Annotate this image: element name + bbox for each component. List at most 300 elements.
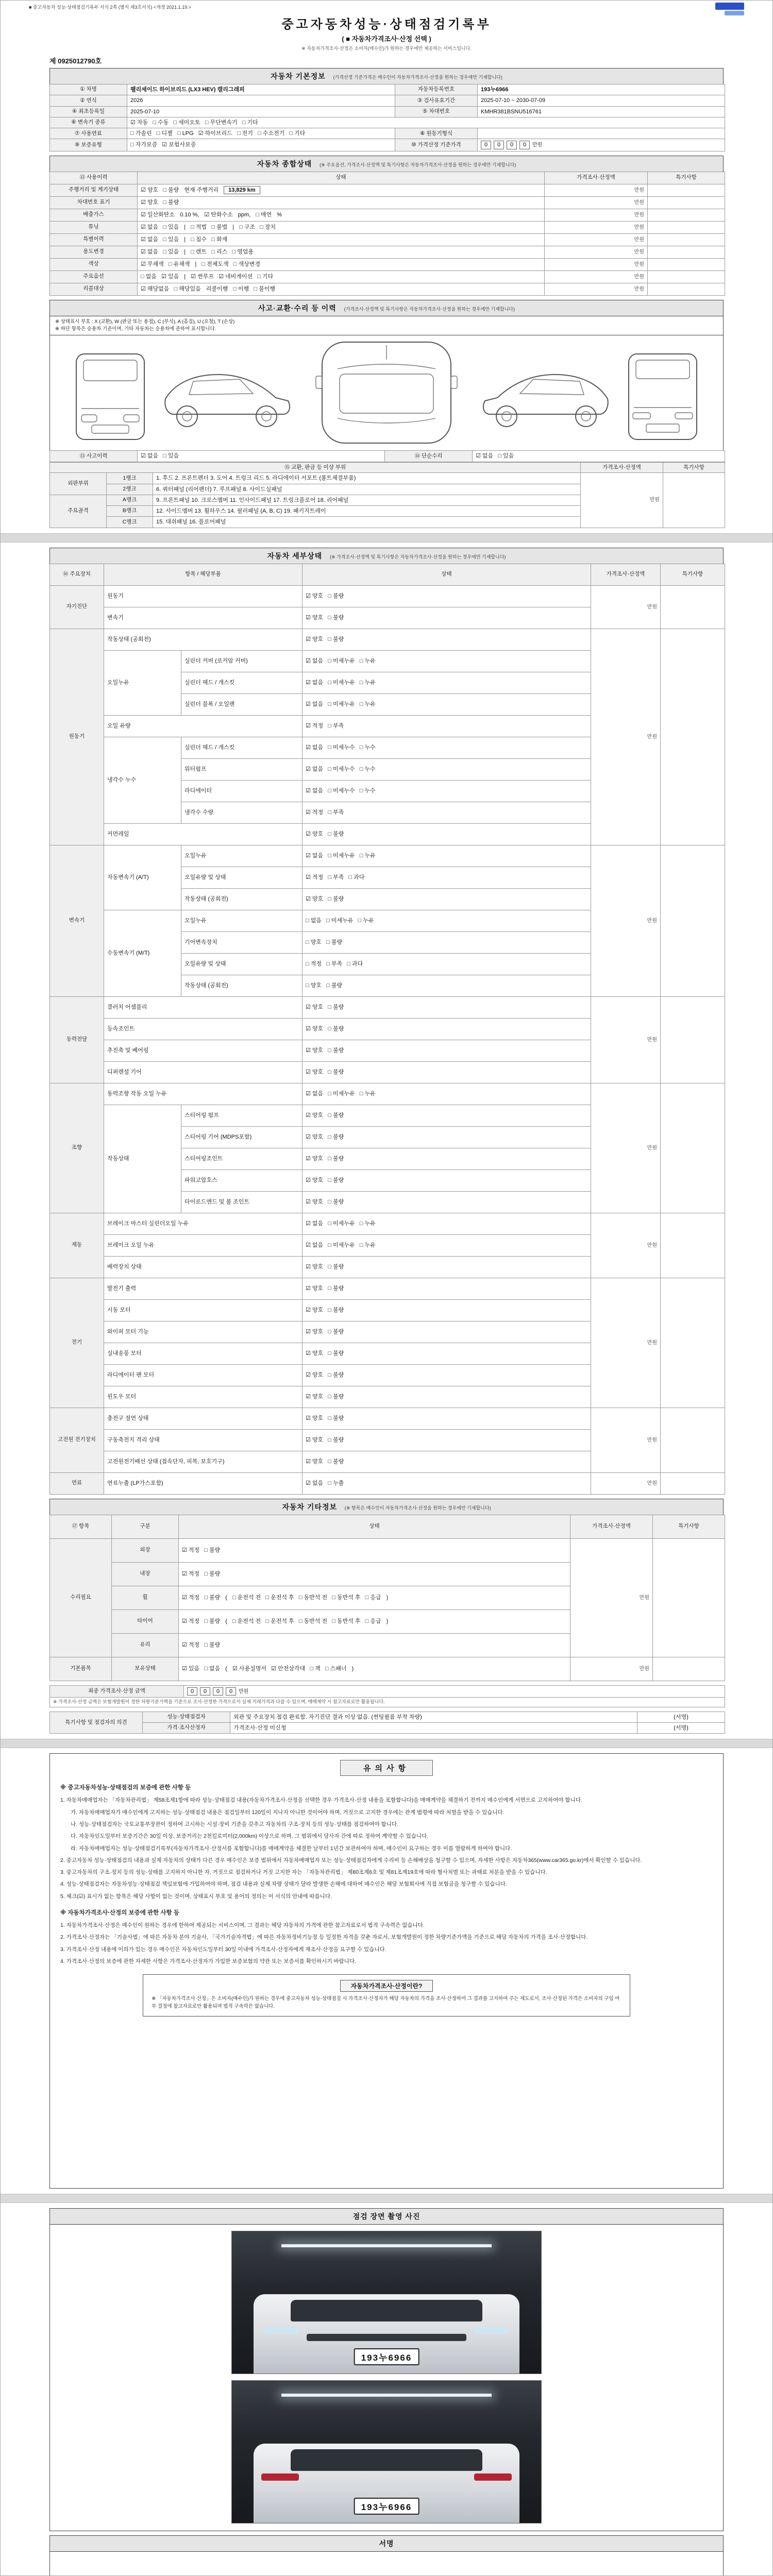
checkbox-group[interactable]: ☑ 양호 □ 불량 [303, 1191, 591, 1213]
checkbox-group[interactable]: ☑ 적정 □ 부족 [303, 802, 591, 823]
checkbox-group[interactable]: ☑ 없음 □ 미세누유 □ 누유 [303, 672, 591, 693]
field-value: 만원 [591, 996, 661, 1083]
field-value [648, 283, 725, 295]
field-label: 외장 [112, 1538, 179, 1562]
checkbox-group[interactable]: ☑ 썬루프 ☑ 네비게이션 □ 기타 [191, 274, 274, 280]
field-label: ⑩ 가격산정 기준가격 [395, 139, 478, 151]
checkbox-group[interactable]: ☑ 적정 □ 불량 [179, 1633, 570, 1657]
field-label: 튜닝 [50, 221, 138, 233]
car-headlight-right [474, 2327, 509, 2334]
checkbox-group[interactable]: ☑ 적정 □ 불량 [182, 1595, 221, 1601]
checkbox-group[interactable]: □ 운전석 전 □ 운전석 후 □ 동반석 전 □ 동반석 후 □ 응급 [232, 1595, 381, 1601]
field-label: 상태 [138, 172, 545, 184]
checkbox-group[interactable]: ☑ 양호 □ 불량 [303, 1105, 591, 1126]
checkbox-group[interactable]: ☑ 없음 □ 있음 [138, 451, 385, 462]
checkbox-group[interactable]: □ 적정 □ 부족 □ 과다 [303, 953, 591, 975]
field-value: 만원 [591, 1408, 661, 1472]
checkbox-group[interactable]: ☑ 적정 □ 부족 □ 과다 [303, 867, 591, 888]
checkbox-group[interactable]: ☑ 적정 □ 불량 [182, 1618, 221, 1625]
field-label: 차대번호 표기 [50, 196, 138, 209]
field-value: 커먼레일 [104, 823, 303, 845]
checkbox-group[interactable]: ☑ 양호 □ 불량 [303, 1299, 591, 1321]
checkbox-group[interactable]: ☑ 없음 □ 미세누유 □ 누유 [303, 845, 591, 867]
checkbox-group[interactable]: ☑ 무채색 □ 유채색 [141, 261, 190, 268]
field-value [648, 196, 725, 209]
checkbox-group[interactable] [179, 1586, 570, 1609]
field-value: ※ 가격조사·산정 금액은 보험개발원이 정한 차량기준가액을 기준으로 조사·산정한 가격으로서 실제 거래가격과 다를 수 있으며, 매매계약 시 참고자료로만 활용됩니다. [50, 1698, 725, 1707]
inspection-photos-section [49, 2208, 724, 2531]
top-meta-line [29, 3, 744, 13]
field-value: 윈도우 모터 [104, 1386, 303, 1408]
field-label: 항목 / 해당부품 [104, 564, 303, 585]
field-value: 만원 [545, 258, 648, 270]
section-title-text: 점검 장면 촬영 사진 [352, 2212, 421, 2221]
field-value: 냉각수 수량 [181, 802, 303, 823]
value-text: 0 [226, 1687, 236, 1696]
field-value: 스티어링조인트 [181, 1148, 303, 1170]
value-text: 0.10 %, [180, 212, 199, 218]
car-damage-diagram [49, 335, 724, 450]
field-value: 실린더 헤드 / 개스킷 [181, 672, 303, 693]
field-value [648, 184, 725, 196]
field-label: 주요골격 [50, 495, 107, 528]
field-label: B랭크 [107, 506, 153, 517]
checkbox-group[interactable]: ☑ 양호 □ 불량 [303, 1148, 591, 1170]
field-value: 고전원전기배선 상태 (접속단자, 피복, 보호기구) [104, 1451, 303, 1472]
document-number: 제 0925012790호 [49, 57, 102, 65]
field-label: 가격조사·산정액 [570, 1515, 653, 1538]
field-value [653, 1538, 725, 1657]
notice-line: 나. 성능·상태점검자는 국토교통부장관이 정하여 고시하는 시설·장비 기준을 갖추고 자동차의 구조·장치 등의 성능·상태를 점검하여야 합니다. [71, 1821, 398, 1827]
field-value: 만원 [545, 221, 648, 233]
checkbox-group[interactable]: ☑ 없음 □ 있음 [141, 249, 179, 256]
field-value: 만원 [545, 283, 648, 295]
field-label: ⑥ 변속기 종류 [50, 117, 127, 128]
field-value: 오일누유 [104, 650, 181, 715]
value-text: ) [386, 1595, 389, 1601]
checkbox-group[interactable]: ☑ 없음 □ 미세누유 □ 누유 [303, 1083, 591, 1105]
field-value: 라디에이터 팬 모터 [104, 1364, 303, 1386]
value-text: 리콜이행 [206, 286, 228, 293]
field-value: 워터펌프 [181, 758, 303, 780]
header-badges [715, 3, 744, 15]
checkbox-group[interactable]: □ 렌트 □ 리스 □ 영업용 [191, 249, 254, 256]
field-label: ⑮ 교환, 판금 등 이상 부위 [50, 462, 581, 473]
value-text: | [184, 236, 186, 243]
field-label: C랭크 [107, 517, 153, 528]
field-value: 만원 [570, 1538, 653, 1657]
checkbox-group[interactable]: ☑ 없음 □ 미세누유 □ 누유 [303, 1213, 591, 1234]
overall-condition-title [49, 156, 724, 172]
value-text: ( [225, 1618, 227, 1625]
final-price-section [49, 1685, 724, 1707]
field-label: 1랭크 [107, 473, 153, 484]
checkbox-group[interactable]: ☑ 일산화탄소 [141, 212, 175, 218]
field-value: 만원 [591, 629, 661, 845]
checkbox-group[interactable]: ☑ 양호 □ 불량 [303, 823, 591, 845]
checkbox-group[interactable] [138, 246, 545, 258]
field-label: ⑫ 사용이력 [50, 172, 138, 184]
field-value [648, 270, 725, 283]
checkbox-group[interactable] [138, 184, 545, 196]
value-text: | [184, 249, 186, 256]
value-text: | [184, 274, 186, 280]
field-value: 2026 [127, 95, 395, 106]
checkbox-group[interactable]: ☑ 양호 □ 불량 [141, 187, 179, 194]
checkbox-group[interactable]: ☑ 양호 □ 불량 [303, 1408, 591, 1429]
checkbox-group[interactable]: ☑ 없음 □ 있음 [473, 451, 725, 462]
field-value: 작동상태 (공회전) [181, 975, 303, 996]
field-value: 변속기 [104, 607, 303, 629]
field-value: 연료누출 (LP가스포함) [104, 1472, 303, 1494]
checkbox-group[interactable]: □ 적법 □ 불법 [191, 224, 228, 231]
field-label: 자기진단 [50, 585, 104, 629]
field-label: ⑦ 사용연료 [50, 128, 127, 139]
checkbox-group[interactable]: □ 매연 [256, 212, 272, 218]
field-label: 주행거리 및 계기상태 [50, 184, 138, 196]
photos-title [50, 2209, 723, 2225]
car-windshield [291, 2300, 482, 2321]
field-label: 색상 [50, 258, 138, 270]
section-divider [1, 2194, 772, 2203]
field-value: 구동축전지 격리 상태 [104, 1429, 303, 1451]
value-text: 0 [200, 1687, 210, 1696]
checkbox-group[interactable]: ☑ 적정 □ 불량 [179, 1538, 570, 1562]
price-appraisal-info-box [143, 1974, 630, 2016]
page-title: 중고자동차성능·상태점검기록부 [281, 18, 492, 31]
car-rear-window [291, 2449, 482, 2471]
checkbox-group[interactable]: ☑ 양호 □ 불량 [303, 1343, 591, 1364]
checkbox-group[interactable]: □ 자가보증 ☑ 보험사보증 [127, 139, 395, 151]
checkbox-group[interactable]: ☑ 없음 □ 미세누유 □ 누유 [303, 650, 591, 672]
field-label: ⑬ 사고이력 [50, 451, 138, 462]
field-value: 브레이크 오일 누유 [104, 1234, 303, 1256]
field-label: 특기사항 및 점검자의 의견 [50, 1711, 143, 1734]
value-text: 0 [507, 141, 517, 149]
checkbox-group[interactable] [138, 209, 545, 221]
field-label: A랭크 [107, 495, 153, 505]
field-value [663, 473, 725, 528]
field-value: 만원 [591, 1278, 661, 1408]
checkbox-group[interactable]: ☑ 적정 □ 불량 [179, 1562, 570, 1586]
section-title-text: 자동차 종합상태 [257, 159, 312, 168]
accident-history-title [49, 300, 724, 316]
checkbox-group[interactable]: ☑ 양호 □ 불량 [138, 196, 545, 209]
field-value [648, 233, 725, 246]
notice-line: 3. 중고자동차의 구조·장치 등의 성능·상태를 고지하지 아니한 자, 거짓으로 점검하거나 거짓 고지한 자는 「자동차관리법」 제80조제6호 및 제81조제19호에 따라 형사처벌 또는 과태료 처분을 받을 수 있습니다. [60, 1869, 547, 1876]
field-label: 타이어 [112, 1609, 179, 1633]
field-label: 연료 [50, 1472, 104, 1494]
checkbox-group[interactable]: ☑ 사용설명서 ☑ 안전삼각대 □ 잭 □ 스패너 [232, 1666, 347, 1672]
field-label: 구분 [112, 1515, 179, 1538]
field-value [661, 1472, 725, 1494]
detail-condition-table [49, 564, 725, 1495]
field-label: 자동차등록번호 [395, 84, 478, 95]
value-text: ppm, [238, 212, 251, 218]
checkbox-group[interactable] [138, 258, 545, 270]
notice-line: 4. 가격조사·산정의 보증에 관한 자세한 사항은 가격조사·산정자가 가입한 보증보험의 약관 또는 보증서를 확인하시기 바랍니다. [60, 1958, 356, 1964]
section-caption: (※ 항목은 매수인이 자동차가격조사·산정을 원하는 경우에만 기재합니다) [344, 1505, 491, 1511]
checkbox-group[interactable]: ☑ 양호 □ 불량 [303, 1040, 591, 1061]
inspector-opinion-section [49, 1711, 724, 1734]
value-text: | [184, 224, 186, 231]
checkbox-group[interactable]: □ 이행 □ 불이행 [233, 286, 276, 293]
checkbox-group[interactable]: ☑ 양호 □ 불량 [303, 1386, 591, 1408]
field-label: 기본품목 [50, 1657, 112, 1681]
checkbox-group[interactable]: ☑ 양호 □ 불량 [303, 1278, 591, 1299]
accident-history-table [49, 450, 725, 462]
car-taillight-left [261, 2473, 298, 2481]
checkbox-group[interactable]: ☑ 양호 □ 불량 [303, 1364, 591, 1386]
field-value [661, 845, 725, 996]
notice-line: 4. 성능·상태점검자는 자동차성능·상태점검 책임보험에 가입하여야 하며, 점검 내용과 실제 차량 상태가 달라 발생한 손해에 대하여 매수인은 해당 보험회사에 직접 보험금을 청구할 수 있습니다. [60, 1881, 507, 1888]
field-value: 스티어링 기어 (MDPS포함) [181, 1126, 303, 1148]
checkbox-group[interactable]: ☑ 양호 □ 불량 [303, 996, 591, 1018]
field-value: 기어변속장치 [181, 931, 303, 953]
field-value: 오일누유 [181, 845, 303, 867]
notice-line: 가. 자동차매매업자가 매수인에게 고지하는 성능·상태점검 내용은 점검일부터 120일이 지나지 아니한 것이어야 하며, 거짓으로 고지한 경우에는 관계 법령에 따라 처벌을 받을 수 있습니다. [71, 1809, 505, 1816]
field-value: 라디에이터 [181, 780, 303, 802]
checkbox-group[interactable]: ☑ 없음 □ 미세누수 □ 누수 [303, 758, 591, 780]
field-value [478, 128, 725, 139]
field-label: 가격조사·산정액 [591, 564, 661, 585]
field-value [648, 221, 725, 233]
section-caption: (※ 가격조사·산정액 및 특기사항은 자동차가격조사·산정을 원하는 경우에만 기재합니다) [330, 554, 506, 560]
checkbox-group[interactable]: ☑ 없음 □ 누출 [303, 1472, 591, 1494]
field-value: 배력장치 상태 [104, 1256, 303, 1278]
field-label: ⑰ 항목 [50, 1515, 112, 1538]
legend-line-2: ※ 하단 항목은 승용차 기준이며, 기타 자동차는 승용차에 준하여 표시합니다. [55, 326, 216, 332]
inspection-photo-front [231, 2231, 542, 2374]
field-label: 주요옵션 [50, 270, 138, 283]
field-value: 실린더 커버 (로커암 커버) [181, 650, 303, 672]
checkbox-group[interactable]: □ 없음 □ 미세누유 □ 누유 [303, 910, 591, 931]
checkbox-group[interactable]: ☑ 없음 □ 미세누수 □ 누수 [303, 780, 591, 802]
notice-line: 5. 체크(☑) 표시가 없는 항목은 해당 사항이 없는 것이며, 상태표시 부호 및 용어의 정의는 이 서식의 안내에 따릅니다. [60, 1893, 332, 1900]
checkbox-group[interactable]: ☑ 없음 □ 미세누수 □ 누수 [303, 737, 591, 758]
field-value: 오일유량 및 상태 [181, 953, 303, 975]
checkbox-group[interactable]: ☑ 양호 □ 불량 [303, 1061, 591, 1083]
overall-condition-section [49, 156, 724, 296]
checkbox-group[interactable]: ☑ 양호 □ 불량 [303, 888, 591, 910]
info-box-title: 자동차가격조사·산정이란? [340, 1980, 433, 1992]
field-value: 만원 [545, 270, 648, 283]
checkbox-group[interactable]: ☑ 양호 □ 불량 [303, 1256, 591, 1278]
field-label: ⑤ 차대번호 [395, 106, 478, 117]
field-value [478, 139, 725, 151]
field-label: 성능·상태점검자 [143, 1711, 230, 1722]
field-label: 내장 [112, 1562, 179, 1586]
checkbox-group[interactable]: ☑ 양호 □ 불량 [303, 629, 591, 650]
checkbox-group[interactable] [179, 1657, 570, 1681]
field-value: 1. 후드 2. 프론트펜더 3. 도어 4. 트렁크 리드 5. 라디에이터 서포트 (볼트체결부품) [153, 473, 581, 484]
field-label: 조향 [50, 1083, 104, 1213]
overall-condition-table [49, 172, 725, 296]
notice-line: ※ 자동차가격조사·산정의 보증에 관한 사항 등 [60, 1910, 179, 1917]
notice-lines [60, 1783, 713, 1966]
accident-history-section [49, 300, 724, 528]
page-subtitle: ( ■ 자동차가격조사·산정 선택 ) [342, 35, 431, 43]
field-value [661, 585, 725, 629]
checkbox-group[interactable] [138, 270, 545, 283]
title-block [49, 14, 724, 52]
exchange-repair-parts-table [49, 462, 725, 528]
field-value: 만원 [570, 1657, 653, 1681]
car-front-body [254, 2294, 519, 2374]
checkbox-group[interactable]: □ 양호 □ 불량 [303, 975, 591, 996]
field-label: ② 연식 [50, 95, 127, 106]
damage-code-legend [49, 316, 724, 335]
field-label: 특별이력 [50, 233, 138, 246]
field-value: 9. 프론트패널 10. 크로스멤버 11. 인사이드패널 17. 트렁크플로어 18. 리어패널 [153, 495, 581, 505]
notice-line: 2. 중고자동차 성능·상태점검의 내용과 실제 자동차의 상태가 다른 경우 매수인은 보증 범위에서 자동차매매업자 또는 성능·상태점검자에게 수리비 등 손해배상을 청구할 수 있으며, 자세한 사항은 자동차365(www.car365.go.kr)에서 확인할 수 있습니다. [60, 1857, 642, 1863]
field-value: 만원 [591, 585, 661, 629]
field-label: 제동 [50, 1213, 104, 1278]
value-text: | [232, 224, 234, 231]
value-text: 현재 주행거리 [184, 187, 219, 194]
field-label: 상태 [303, 564, 591, 585]
field-value [661, 1213, 725, 1278]
checkbox-group[interactable]: ☑ 없음 □ 있음 [141, 224, 179, 231]
field-value: 2025-07-10 [127, 106, 395, 117]
checkbox-group[interactable]: □ 전체도색 □ 색상변경 [201, 261, 260, 268]
field-value [648, 258, 725, 270]
field-value: 만원 [591, 1083, 661, 1213]
checkbox-group[interactable]: □ 침수 □ 화재 [191, 236, 228, 243]
value-text: ( [225, 1595, 227, 1601]
field-value: 등속조인트 [104, 1018, 303, 1040]
checkbox-group[interactable]: □ 없음 ☑ 있음 [141, 274, 179, 280]
checkbox-group[interactable]: ☑ 탄화수소 [204, 212, 233, 218]
checkbox-group[interactable]: □ 구조 □ 장치 [239, 224, 276, 231]
checkbox-group[interactable]: ☑ 해당없음 □ 해당있음 [141, 286, 201, 293]
field-label: 동력전달 [50, 996, 104, 1083]
field-value: 만원 [581, 473, 663, 528]
value-text: ) [386, 1618, 389, 1625]
detail-condition-title [49, 548, 724, 564]
field-label: ⑯ 주요장치 [50, 564, 104, 585]
value-text: 만원 [239, 1688, 249, 1694]
checkbox-group[interactable]: ☑ 양호 □ 불량 [303, 1170, 591, 1191]
checkbox-group[interactable]: ☑ 양호 □ 불량 [303, 1321, 591, 1343]
field-label: 특기사항 [663, 462, 725, 473]
checkbox-group[interactable] [179, 1609, 570, 1633]
field-label: ⑧ 원동기형식 [395, 128, 478, 139]
field-value: 15. 대쉬패널 16. 플로어패널 [153, 517, 581, 528]
field-value: 작동상태 [104, 1105, 181, 1213]
car-outline-views [67, 338, 706, 447]
car-rear-body [254, 2444, 519, 2523]
checkbox-group[interactable]: □ 양호 □ 불량 [303, 931, 591, 953]
field-label: 보유상태 [112, 1657, 179, 1681]
notice-title: 유의사항 [340, 1760, 433, 1776]
section-caption: (가격조사·산정액 및 특기사항은 자동차가격조사·산정을 원하는 경우에만 기재합니다) [344, 306, 515, 312]
basic-info-title [49, 68, 724, 84]
garage-light [281, 2244, 492, 2247]
page-subnote: ※ 자동차가격조사·산정은 소비자(매수인)가 원하는 경우에만 제공하는 서비스입니다. [301, 46, 472, 51]
detail-condition-section [49, 548, 724, 1495]
checkbox-group[interactable]: ☑ 없음 □ 있음 [141, 236, 179, 243]
value-text: % [277, 212, 282, 218]
car-grille [307, 2334, 466, 2341]
field-value: 발전기 출력 [104, 1278, 303, 1299]
checkbox-group[interactable]: ☑ 양호 □ 불량 [303, 1018, 591, 1040]
field-value: 만원 [545, 196, 648, 209]
garage-light [281, 2394, 492, 2397]
checkbox-group[interactable] [138, 233, 545, 246]
checkbox-group[interactable]: ☑ 자동 □ 수동 □ 세미오토 □ 무단변속기 □ 기타 [127, 117, 725, 128]
value-text: 0 [481, 141, 491, 149]
value-text: | [195, 261, 197, 268]
field-value: 만원 [545, 246, 648, 258]
checkbox-group[interactable]: ☑ 양호 □ 불량 [303, 1451, 591, 1472]
inspection-photo-rear [231, 2380, 542, 2523]
notice-line: 3. 가격조사·산정 내용에 이의가 있는 경우 매수인은 자동차인도일부터 30일 이내에 가격조사·산정자에게 재조사·산정을 요구할 수 있습니다. [60, 1946, 386, 1953]
checkbox-group[interactable]: □ 운전석 전 □ 운전석 후 □ 동반석 전 □ 동반석 후 □ 응급 [232, 1618, 381, 1625]
field-value: 만원 [545, 184, 648, 196]
field-label: 가격·조사산정자 [143, 1722, 230, 1733]
field-label: 외판부위 [50, 473, 107, 495]
checkbox-group[interactable]: ☑ 적정 □ 부족 [303, 715, 591, 737]
field-label: ④ 최초등록일 [50, 106, 127, 117]
field-label: 원동기 [50, 629, 104, 845]
signature-title [50, 2536, 723, 2552]
etc-info-table [49, 1515, 725, 1681]
checkbox-group[interactable] [138, 283, 545, 295]
field-value [648, 209, 725, 221]
basic-info-table [49, 84, 725, 151]
field-value [661, 1408, 725, 1472]
field-value: 만원 [545, 233, 648, 246]
checkbox-group[interactable] [138, 221, 545, 233]
checkbox-group[interactable]: ☑ 양호 □ 불량 [303, 1126, 591, 1148]
value-text: 13,829 km [224, 186, 260, 194]
field-value: (서명) [637, 1722, 725, 1733]
value-text: 0 [519, 141, 530, 149]
license-plate-rear: 193누6966 [354, 2498, 419, 2515]
field-value: 만원 [591, 845, 661, 996]
field-label: 유리 [112, 1633, 179, 1657]
checkbox-group[interactable]: ☑ 양호 □ 불량 [303, 585, 591, 607]
section-title-text: 자동차 기본정보 [271, 72, 326, 80]
field-label: 최종 가격조사·산정 금액 [50, 1685, 184, 1697]
checkbox-group[interactable]: ☑ 있음 □ 없음 [182, 1666, 221, 1672]
checkbox-group[interactable]: ☑ 없음 □ 미세누유 □ 누유 [303, 693, 591, 715]
field-value: KMHR381BSNU516761 [478, 106, 725, 117]
notice-line: 다. 자동차인도일부터 보증기간은 30일 이상, 보증거리는 2천킬로미터(2,000km) 이상으로 하며, 그 범위에서 당사자 간에 따로 정하여 계약할 수 있습니다. [71, 1833, 429, 1840]
checkbox-group[interactable]: ☑ 양호 □ 불량 [303, 1429, 591, 1451]
checkbox-group[interactable]: ☑ 없음 □ 미세누유 □ 누유 [303, 1234, 591, 1256]
section-title-text: 자동차 세부상태 [267, 551, 323, 560]
notice-line: 2. 가격조사·산정자는 「기술사법」에 따른 자동차 분야 기술사, 「국가기술자격법」에 따른 자동차정비기능장 등 일정한 자격을 갖춘 자로서, 보험개발원이 정한 차량기준가액을 기준으로 해당 자동차의 가격을 조사·산정합니다. [60, 1934, 588, 1941]
field-value: 작동상태 (공회전) [181, 888, 303, 910]
notice-line: 1. 자동차가격조사·산정은 매수인이 원하는 경우에 한하여 제공되는 서비스이며, 그 결과는 해당 자동차의 가격에 관한 참고자료로서 법적 구속력은 없습니다. [60, 1922, 425, 1929]
field-value: 작동상태 (공회전) [104, 629, 303, 650]
field-label: 리콜대상 [50, 283, 138, 295]
license-plate-front: 193누6966 [354, 2348, 419, 2365]
field-label: 수리필요 [50, 1538, 112, 1657]
value-text: 0 [213, 1687, 223, 1696]
field-value: 파워고압호스 [181, 1170, 303, 1191]
field-value: 오일누유 [181, 910, 303, 931]
field-value: 오일 유량 [104, 715, 303, 737]
checkbox-group[interactable]: □ 가솔린 □ 디젤 □ LPG ☑ 하이브리드 □ 전기 □ 수소전기 □ 기타 [127, 128, 395, 139]
checkbox-group[interactable]: ☑ 양호 □ 불량 [303, 607, 591, 629]
legend-line-1: ※ 상태표시 부호 : X (교환), W (판금 또는 용접), C (부식), A (흠집), U (요철), T (손상) [55, 318, 235, 325]
company-logo-badge-secondary [725, 11, 744, 15]
field-value: 추진축 및 베어링 [104, 1040, 303, 1061]
field-value: 만원 [591, 1472, 661, 1494]
